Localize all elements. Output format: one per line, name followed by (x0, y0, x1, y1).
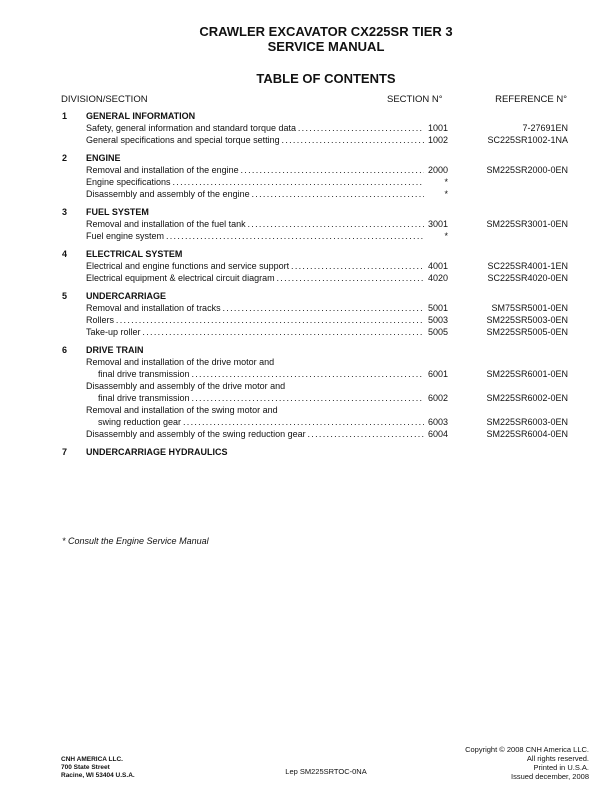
section-code: 5001 (424, 302, 448, 314)
section-code: 6003 (424, 416, 448, 428)
entry-title-text: Removal and installation of the engine (86, 165, 239, 175)
section-heading (62, 152, 568, 164)
entry-title (86, 122, 446, 134)
reference-number: SM225SR5005-0EN (486, 327, 568, 337)
entry-title (86, 326, 446, 338)
section-heading (62, 248, 568, 260)
reference-number: SM225SR3001-0EN (486, 219, 568, 229)
section-title: FUEL SYSTEM (86, 207, 149, 217)
toc-entry (62, 314, 568, 326)
toc-entry (62, 188, 568, 200)
reference-number: SM225SR6002-0EN (486, 393, 568, 403)
entry-title-text: Removal and installation of the swing motor and (86, 405, 278, 415)
reference-number: SM225SR2000-0EN (486, 165, 568, 175)
copyright-line: Copyright © 2008 CNH America LLC. (465, 745, 589, 754)
section-code: 5005 (424, 326, 448, 338)
toc-heading: TABLE OF CONTENTS (256, 71, 396, 86)
section-number: 1 (62, 111, 68, 121)
entry-title (86, 260, 446, 272)
entry-title-text: Safety, general information and standard torque data (86, 123, 296, 133)
section-title: GENERAL INFORMATION (86, 111, 196, 121)
entry-title-first-line (62, 356, 568, 368)
section-code: 2000 (424, 164, 448, 176)
entry-title-text: Removal and installation of the fuel tank (86, 219, 246, 229)
entry-title (86, 314, 446, 326)
section-code: 6002 (424, 392, 448, 404)
column-header-section: SECTION N° (387, 94, 443, 105)
toc-entry (62, 416, 568, 428)
company-city: Racine, WI 53404 U.S.A. (61, 772, 135, 779)
section-code: * (424, 230, 448, 242)
lep-code: Lep SM225SRTOC-0NA (285, 767, 367, 776)
section-number: 5 (62, 291, 68, 301)
entry-title-text: Disassembly and assembly of the swing reduction gear (86, 429, 306, 439)
reference-number: SC225SR1002-1NA (487, 135, 568, 145)
printed-line: Printed in U.S.A. (533, 763, 589, 772)
toc-entry (62, 272, 568, 284)
toc-section (62, 248, 568, 284)
reference-number: SM225SR6004-0EN (486, 429, 568, 439)
reference-number: 7-27691EN (522, 123, 568, 133)
section-code: 1001 (424, 122, 448, 134)
document-subtitle: SERVICE MANUAL (267, 39, 385, 54)
toc-entry (62, 392, 568, 404)
entry-title-text: final drive transmission (98, 393, 190, 403)
section-title: ELECTRICAL SYSTEM (86, 249, 183, 259)
entry-title (86, 302, 446, 314)
footnote: * Consult the Engine Service Manual (62, 536, 209, 546)
section-code: 3001 (424, 218, 448, 230)
section-number: 2 (62, 153, 68, 163)
entry-title (86, 272, 446, 284)
section-title: ENGINE (86, 153, 121, 163)
reference-number: SM225SR6003-0EN (486, 417, 568, 427)
section-number: 3 (62, 207, 68, 217)
section-number: 7 (62, 447, 68, 457)
toc-entry (62, 326, 568, 338)
section-code: 1002 (424, 134, 448, 146)
entry-title-text: Rollers (86, 315, 115, 325)
section-code: 4001 (424, 260, 448, 272)
reference-number: SC225SR4020-0EN (487, 273, 568, 283)
section-title: DRIVE TRAIN (86, 345, 144, 355)
toc-entry (62, 302, 568, 314)
entry-title-text: Fuel engine system (86, 231, 165, 241)
toc-entry (62, 428, 568, 440)
entry-title (86, 134, 446, 146)
reference-number: SC225SR4001-1EN (487, 261, 568, 271)
document-title: CRAWLER EXCAVATOR CX225SR TIER 3 (199, 24, 453, 39)
section-heading (62, 446, 568, 458)
toc-section (62, 290, 568, 338)
entry-title (86, 164, 446, 176)
reference-number: SM225SR5003-0EN (486, 315, 568, 325)
entry-title-text: Take-up roller (86, 327, 141, 337)
entry-title (86, 176, 446, 188)
toc-entry (62, 260, 568, 272)
section-code: * (424, 176, 448, 188)
entry-title-text: Disassembly and assembly of the drive motor and (86, 381, 286, 391)
entry-title (98, 392, 446, 404)
entry-title-first-line (62, 380, 568, 392)
toc-entry (62, 368, 568, 380)
entry-title (86, 188, 446, 200)
section-code: * (424, 188, 448, 200)
section-heading (62, 110, 568, 122)
entry-title-text: Disassembly and assembly of the engine (86, 189, 250, 199)
entry-title-text: Engine specifications (86, 177, 171, 187)
entry-title (86, 230, 446, 242)
rights-line: All rights reserved. (526, 754, 589, 763)
toc-entry (62, 218, 568, 230)
copyright-block (465, 745, 589, 781)
toc-section (62, 446, 568, 458)
section-heading (62, 206, 568, 218)
issued-line: Issued december, 2008 (511, 772, 589, 781)
entry-title-text: Electrical equipment & electrical circuit diagram (86, 273, 275, 283)
toc-section (62, 206, 568, 242)
section-code: 4020 (424, 272, 448, 284)
entry-title-text: Removal and installation of the drive motor and (86, 357, 275, 367)
section-code: 6001 (424, 368, 448, 380)
section-code: 5003 (424, 314, 448, 326)
section-heading (62, 344, 568, 356)
section-title: UNDERCARRIAGE HYDRAULICS (86, 447, 228, 457)
company-street: 700 State Street (61, 764, 110, 771)
entry-title-text: final drive transmission (98, 369, 190, 379)
section-number: 4 (62, 249, 68, 259)
toc-section (62, 152, 568, 200)
company-name: CNH AMERICA LLC. (61, 756, 123, 763)
entry-title-first-line (62, 404, 568, 416)
toc-section (62, 110, 568, 146)
reference-number: SM75SR5001-0EN (491, 303, 568, 313)
table-of-contents (62, 110, 568, 464)
entry-title-text: Removal and installation of tracks (86, 303, 221, 313)
toc-entry (62, 164, 568, 176)
toc-section (62, 344, 568, 440)
reference-number: SM225SR6001-0EN (486, 369, 568, 379)
section-heading (62, 290, 568, 302)
toc-entry (62, 176, 568, 188)
column-header-division: DIVISION/SECTION (61, 94, 148, 105)
entry-title (86, 428, 446, 440)
toc-entry (62, 230, 568, 242)
entry-title-text: swing reduction gear (98, 417, 182, 427)
toc-entry (62, 134, 568, 146)
column-header-reference: REFERENCE N° (495, 94, 567, 105)
section-number: 6 (62, 345, 68, 355)
section-code: 6004 (424, 428, 448, 440)
entry-title-text: General specifications and special torque setting (86, 135, 280, 145)
entry-title (86, 218, 446, 230)
entry-title (98, 416, 446, 428)
entry-title (98, 368, 446, 380)
section-title: UNDERCARRIAGE (86, 291, 167, 301)
toc-entry (62, 122, 568, 134)
entry-title-text: Electrical and engine functions and service support (86, 261, 290, 271)
